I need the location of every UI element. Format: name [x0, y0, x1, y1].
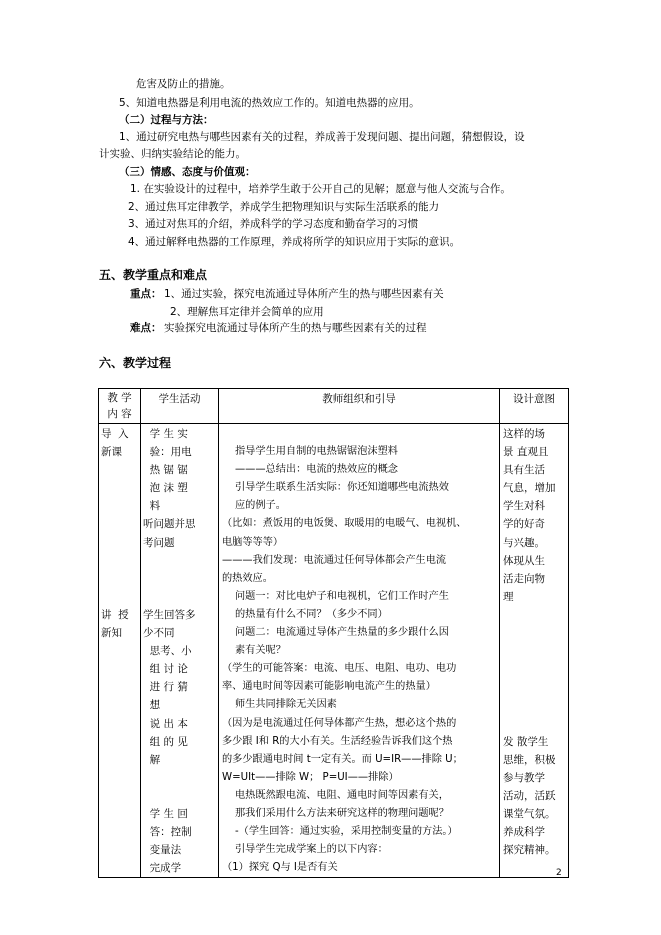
lesson-table: [98, 388, 569, 878]
text-line: 2、通过焦耳定律教学，养成学生把物理知识与实际生活联系的能力: [128, 201, 440, 213]
table-header-row: [99, 389, 569, 424]
section-title: 六、教学过程: [99, 356, 172, 370]
key-point: 1、通过实验，探究电流通过导体所产生的热与哪些因素有关: [164, 288, 444, 300]
text-line: 1. 在实验设计的过程中，培养学生敢于公开自己的见解；愿意与他人交流与合作。: [130, 183, 511, 195]
cell-student-activity: 学 生 实 验：用电 热 锯 锯 泡 沫 塑 料 听问题并思 考问题 学生回答多 少不同 思考、小 组 讨 论 进 行 猜 想 说 出 本 组 的 见 解 学 生 回 答：控制 变量法 完成学: [141, 424, 219, 878]
text-line: 计实验、归纳实验结论的能力。: [99, 148, 246, 160]
header-student-activity: 学生活动: [141, 389, 219, 424]
header-design-intent: 设计意图: [500, 389, 569, 424]
header-content: 教 学 内 容: [99, 389, 141, 424]
text-line: 1、通过研究电热与哪些因素有关的过程，养成善于发现问题、提出问题，猜想假设，设: [119, 131, 525, 143]
text-line: 3、通过对焦耳的介绍，养成科学的学习态度和勤奋学习的习惯: [128, 218, 419, 230]
difficulty-text: 实验探究电流通过导体所产生的热与哪些因素有关的过程: [164, 322, 427, 334]
page-number: 2: [556, 868, 562, 878]
section-title: 五、教学重点和难点: [99, 268, 208, 282]
difficulty-label: 难点：: [130, 322, 162, 334]
table-row: [99, 424, 569, 878]
subsection-title: （三）情感、态度与价值观：: [119, 166, 256, 178]
cell-teacher-guidance: 指导学生用自制的电热锯锯泡沫塑料 ———总结出：电流的热效应的概念 引导学生联系生活实际：你还知道哪些电流热效 应的例子。 （比如：煮饭用的电饭煲、取暖用的电暖气、电视机、 电脑等等等） ———我们发现：电流通过任何导体都会产生电流 的热效应。 问题一：对比电炉子和电视机，它们工作时产生 的热量有什么不同？（多少不同） 问题二：电流通过导体产生热量的多少跟什么因 素有关呢？ （学生的可能答案：电流、电压、电阻、电功、电功 率、通电时间等因素可能影响电流产生的热量） 师生共同排除无关因素 （因为是电流通过任何导体都产生热，想必这个热的 多少跟 I和 R的大小有关。生活经验告诉我们这个热 的多少跟通电时间 t一定有关。而 U=IR——排除 U； W=UIt——排除 W； P=UI——排除） 电热既然跟电流、电阻、通电时间等因素有关， 那我们采用什么方法来研究这样的物理问题呢？ -（学生回答：通过实验，采用控制变量的方法。） 引导学生完成学案上的以下内容： （1）探究 Q与 I是否有关: [219, 424, 500, 878]
key-label: 重点：: [130, 288, 162, 300]
cell-content: 导 入 新课 讲 授 新知: [99, 424, 141, 878]
subsection-title: （二）过程与方法：: [119, 114, 214, 126]
header-teacher-guidance: 教师组织和引导: [219, 389, 500, 424]
text-line: 4、通过解释电热器的工作原理，养成将所学的知识应用于实际的意识。: [128, 236, 461, 248]
key-point: 2、理解焦耳定律并会简单的应用: [170, 306, 324, 318]
text-line: 危害及防止的措施。: [136, 78, 231, 90]
cell-design-intent: 这样的场 景 直观且 具有生活 气息，增加 学生对科 学的好奇 与兴趣。 体现从生 活走向物 理 发 散学生 思维，积极 参与教学 活动，活跃 课堂气氛。 养成科学 探究精神。: [500, 424, 569, 878]
text-line: 5、知道电热器是利用电流的热效应工作的。知道电热器的应用。: [119, 97, 420, 109]
